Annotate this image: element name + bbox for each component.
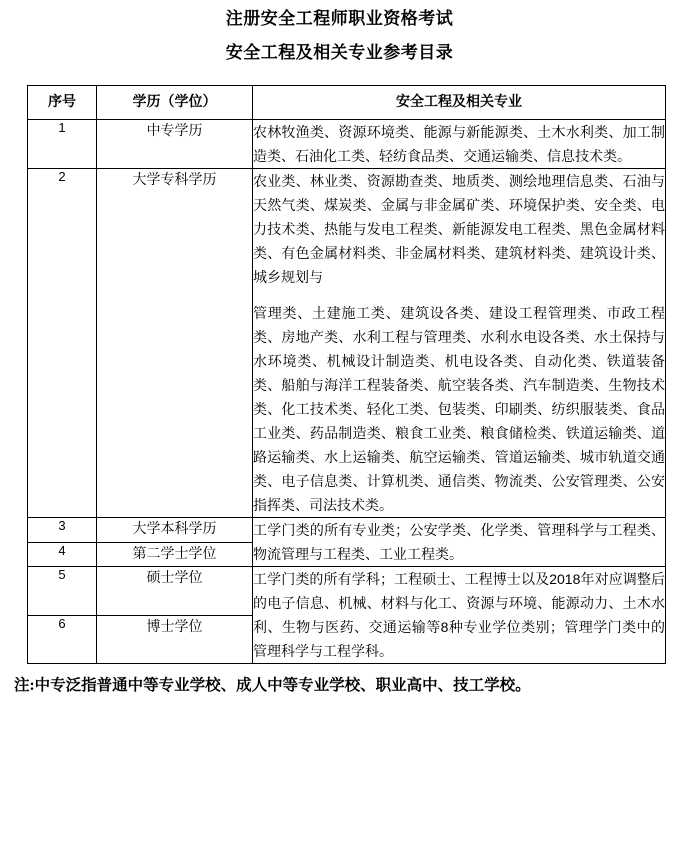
column-header-degree: 学历（学位）	[97, 86, 253, 120]
row-degree-5: 硕士学位	[97, 567, 253, 616]
row-degree-6: 博士学位	[97, 615, 253, 664]
row-majors-1	[253, 120, 666, 169]
table-row	[28, 120, 666, 169]
table-row	[28, 169, 666, 518]
column-header-majors: 安全工程及相关专业	[253, 86, 666, 120]
document-title-line-2: 安全工程及相关专业参考目录	[225, 43, 454, 62]
row-degree-3: 大学本科学历	[97, 518, 253, 543]
row-majors-3-4-merged	[253, 518, 666, 567]
table-header-row	[28, 86, 666, 120]
majors-paragraph: 工学门类的所有学科；工程硕士、工程博士以及2018年对应调整后的电子信息、机械、材料与化工、资源与环境、能源动力、土木水利、生物与医药、交通运输等8种专业学位类别；管理学门类中的管理科学与工程学科。	[253, 571, 665, 659]
row-index-5: 5	[28, 567, 97, 616]
table-row	[28, 567, 666, 616]
row-index-4: 4	[28, 542, 97, 567]
row-majors-2	[253, 169, 666, 518]
catalog-table-container	[0, 85, 679, 664]
row-degree-2: 大学专科学历	[97, 169, 253, 518]
row-index-2: 2	[28, 169, 97, 518]
row-majors-5-6-merged	[253, 567, 666, 664]
row-degree-4: 第二学士学位	[97, 542, 253, 567]
column-header-index: 序号	[28, 86, 97, 120]
majors-paragraph: 农林牧渔类、资源环境类、能源与新能源类、土木水利类、加工制造类、石油化工类、轻纺食品类、交通运输类、信息技术类。	[253, 124, 665, 164]
document-title-line-1: 注册安全工程师职业资格考试	[225, 9, 454, 28]
majors-paragraph: 农业类、林业类、资源勘查类、地质类、测绘地理信息类、石油与天然气类、煤炭类、金属与非金属矿类、环境保护类、安全类、电力技术类、热能与发电工程类、新能源发电工程类、黑色金属材料类、有色金属材料类、非金属材料类、建筑材料类、建筑设计类、城乡规划与	[253, 173, 665, 285]
row-index-6: 6	[28, 615, 97, 664]
footer-note: 注:中专泛指普通中等专业学校、成人中等专业学校、职业高中、技工学校。	[14, 677, 531, 694]
row-index-1: 1	[28, 120, 97, 169]
row-degree-1: 中专学历	[97, 120, 253, 169]
table-row	[28, 518, 666, 543]
majors-paragraph: 管理类、土建施工类、建筑设各类、建设工程管理类、市政工程类、房地产类、水利工程与管理类、水利水电设各类、水土保持与水环境类、机械设计制造类、机电设各类、自动化类、铁道装备类、船舶与海洋工程装备类、航空装各类、汽车制造类、生物技术类、化工技术类、轻化工类、包装类、印刷类、纺织服装类、食品工业类、药品制造类、粮食工业类、粮食储检类、铁道运输类、道路运输类、水上运输类、航空运输类、管道运输类、城市轨道交通类、电子信息类、计算机类、通信类、物流类、公安管理类、公安指挥类、司法技术类。	[253, 305, 665, 513]
row-index-3: 3	[28, 518, 97, 543]
majors-paragraph: 工学门类的所有专业类；公安学类、化学类、管理科学与工程类、物流管理与工程类、工业工程类。	[253, 522, 665, 562]
catalog-table	[27, 85, 666, 664]
